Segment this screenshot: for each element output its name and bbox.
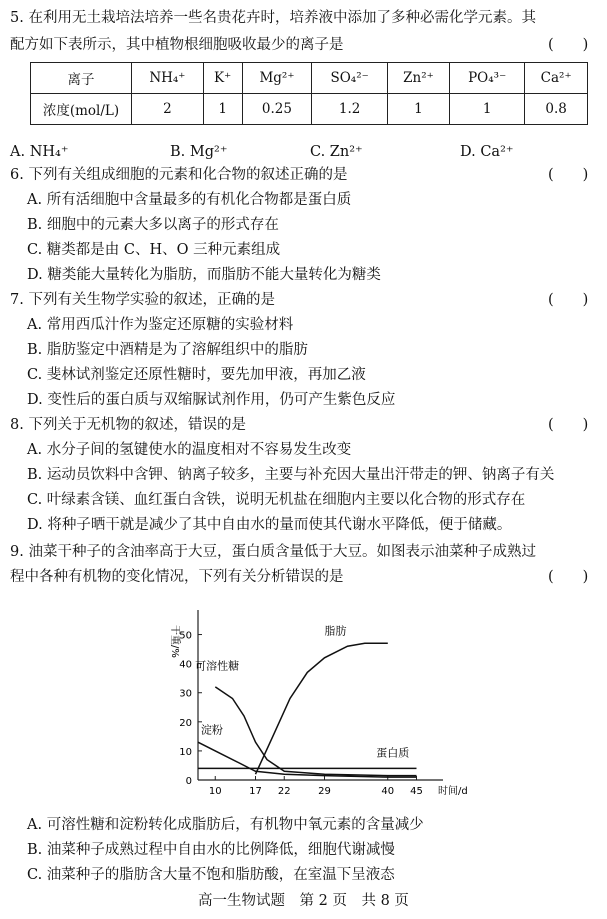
q8-answer-bracket[interactable]: ( ) bbox=[548, 417, 589, 433]
q9-option-a[interactable]: A. 可溶性糖和淀粉转化成脂肪后，有机物中氧元素的含量减少 bbox=[27, 817, 424, 833]
table-cell: Ca²⁺ bbox=[525, 63, 588, 94]
table-cell: 浓度(mol/L) bbox=[31, 94, 132, 125]
q6-option-d[interactable]: D. 糖类能大量转化为脂肪，而脂肪不能大量转化为糖类 bbox=[27, 267, 381, 283]
q5-option-b[interactable]: B. Mg²⁺ bbox=[170, 144, 228, 160]
series-label: 可溶性糖 bbox=[195, 659, 240, 673]
y-axis-label: 干重/% bbox=[169, 625, 180, 658]
series-line-脂肪 bbox=[256, 643, 388, 774]
y-tick-label: 0 bbox=[185, 776, 192, 787]
q6-option-a[interactable]: A. 所有活细胞中含量最多的有机化合物都是蛋白质 bbox=[27, 192, 352, 208]
q5-stem-line1: 5. 在利用无土栽培法培养一些名贵花卉时，培养液中添加了多种必需化学元素。其 bbox=[10, 10, 536, 26]
table-cell: 0.25 bbox=[242, 94, 312, 125]
y-tick-label: 50 bbox=[179, 630, 192, 642]
q5-option-a[interactable]: A. NH₄⁺ bbox=[10, 144, 69, 160]
q8-stem: 8. 下列关于无机物的叙述，错误的是 bbox=[10, 417, 246, 433]
q9-stem-line1: 9. 油菜干种子的含油率高于大豆，蛋白质含量低于大豆。如图表示油菜种子成熟过 bbox=[10, 544, 536, 560]
q9-option-b[interactable]: B. 油菜种子成熟过程中自由水的比例降低，细胞代谢减慢 bbox=[27, 842, 395, 858]
q6-stem: 6. 下列有关组成细胞的元素和化合物的叙述正确的是 bbox=[10, 167, 348, 183]
q7-answer-bracket[interactable]: ( ) bbox=[548, 292, 589, 308]
y-tick-label: 40 bbox=[179, 659, 192, 671]
chart-labels bbox=[169, 624, 468, 797]
table-cell: 1 bbox=[387, 94, 449, 125]
organic-matter-chart bbox=[160, 600, 480, 805]
q9-option-c[interactable]: C. 油菜种子的脂肪含大量不饱和脂肪酸，在室温下呈液态 bbox=[27, 867, 395, 883]
table-cell: 1.2 bbox=[312, 94, 388, 125]
table-cell: 2 bbox=[132, 94, 204, 125]
x-tick-label: 40 bbox=[381, 786, 395, 797]
ion-concentration-table bbox=[30, 62, 588, 125]
table-cell: K⁺ bbox=[203, 63, 242, 94]
table-cell: 1 bbox=[203, 94, 242, 125]
q7-option-b[interactable]: B. 脂肪鉴定中酒精是为了溶解组织中的脂肪 bbox=[27, 342, 308, 358]
x-tick-label: 17 bbox=[249, 786, 262, 797]
table-cell: Zn²⁺ bbox=[387, 63, 449, 94]
page-footer: 高一生物试题 第 2 页 共 8 页 bbox=[198, 893, 409, 909]
series-label: 淀粉 bbox=[200, 723, 223, 737]
table-cell: PO₄³⁻ bbox=[450, 63, 525, 94]
q9-answer-bracket[interactable]: ( ) bbox=[548, 569, 589, 585]
x-tick-label: 10 bbox=[208, 786, 222, 797]
q5-stem-line2: 配方如下表所示，其中植物根细胞吸收最少的离子是 bbox=[10, 37, 344, 53]
q6-option-c[interactable]: C. 糖类都是由 C、H、O 三种元素组成 bbox=[27, 242, 281, 258]
q7-option-c[interactable]: C. 斐林试剂鉴定还原性糖时，要先加甲液，再加乙液 bbox=[27, 367, 366, 383]
y-tick-label: 20 bbox=[179, 717, 192, 729]
q8-option-a[interactable]: A. 水分子间的氢键使水的温度相对不容易发生改变 bbox=[27, 442, 352, 458]
q7-stem: 7. 下列有关生物学实验的叙述，正确的是 bbox=[10, 292, 275, 308]
table-cell: NH₄⁺ bbox=[132, 63, 204, 94]
q5-options bbox=[10, 142, 570, 162]
series-label: 脂肪 bbox=[324, 624, 347, 638]
x-tick-label: 45 bbox=[410, 786, 423, 797]
table-cell: Mg²⁺ bbox=[242, 63, 312, 94]
q8-option-d[interactable]: D. 将种子晒干就是减少了其中自由水的量而使其代谢水平降低，便于储藏。 bbox=[27, 517, 512, 533]
q8-option-c[interactable]: C. 叶绿素含镁、血红蛋白含铁，说明无机盐在细胞内主要以化合物的形式存在 bbox=[27, 492, 526, 508]
x-tick-label: 29 bbox=[318, 786, 331, 797]
q5-answer-bracket[interactable]: ( ) bbox=[548, 37, 589, 53]
y-tick-label: 10 bbox=[179, 746, 192, 758]
table-cell: 1 bbox=[450, 94, 525, 125]
q9-stem-line2: 程中各种有机物的变化情况，下列有关分析错误的是 bbox=[10, 569, 344, 585]
table-cell: 离子 bbox=[31, 63, 132, 94]
table-cell: SO₄²⁻ bbox=[312, 63, 388, 94]
series-line-可溶性糖 bbox=[215, 687, 416, 776]
table-row bbox=[31, 94, 588, 125]
q8-option-b[interactable]: B. 运动员饮料中含钾、钠离子较多，主要与补充因大量出汗带走的钾、钠离子有关 bbox=[27, 467, 555, 483]
q6-option-b[interactable]: B. 细胞中的元素大多以离子的形式存在 bbox=[27, 217, 279, 233]
q5-option-c[interactable]: C. Zn²⁺ bbox=[310, 144, 363, 160]
y-tick-label: 30 bbox=[179, 688, 192, 700]
table-cell: 0.8 bbox=[525, 94, 588, 125]
series-label: 蛋白质 bbox=[376, 746, 410, 760]
q6-answer-bracket[interactable]: ( ) bbox=[548, 167, 589, 183]
x-axis-label: 时间/d bbox=[438, 786, 468, 797]
table-header-row bbox=[31, 63, 588, 94]
q7-option-d[interactable]: D. 变性后的蛋白质与双缩脲试剂作用，仍可产生紫色反应 bbox=[27, 392, 396, 408]
q7-option-a[interactable]: A. 常用西瓜汁作为鉴定还原糖的实验材料 bbox=[27, 317, 294, 333]
x-tick-label: 22 bbox=[277, 786, 291, 797]
q5-option-d[interactable]: D. Ca²⁺ bbox=[460, 144, 514, 160]
